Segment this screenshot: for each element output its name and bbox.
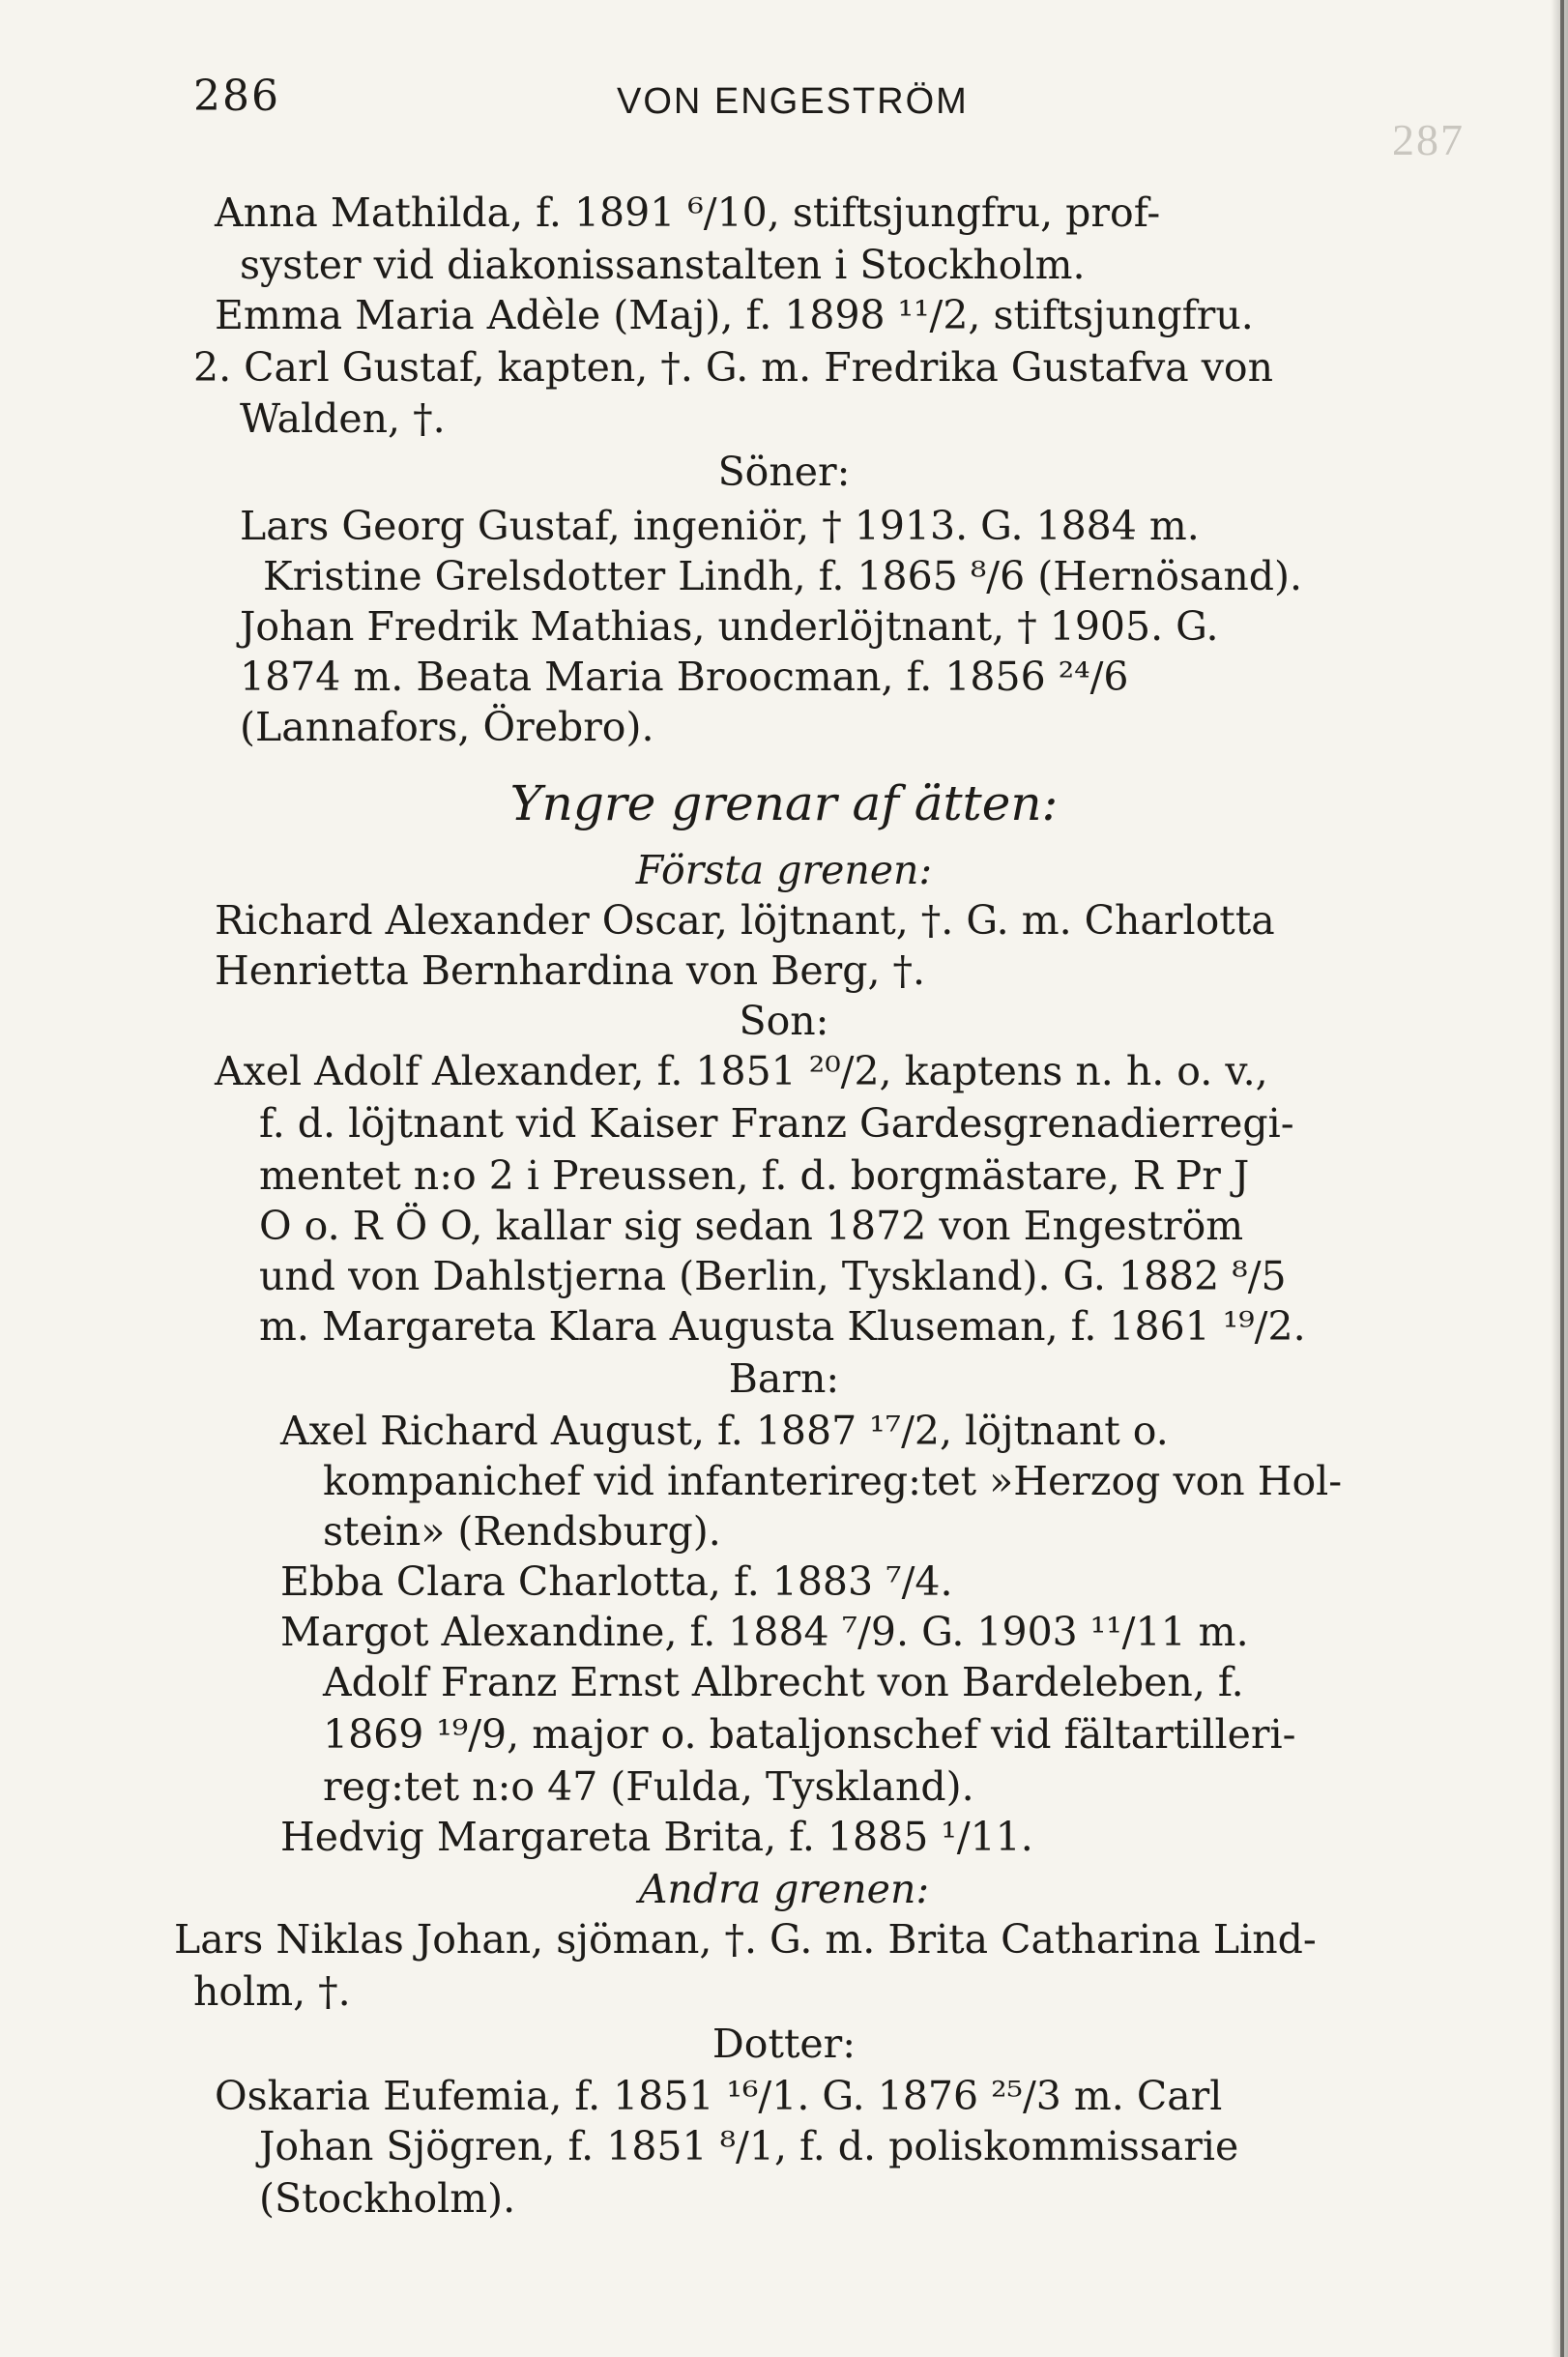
text-line: f. d. löjtnant vid Kaiser Franz Gardesgrenadierregi- [259, 1100, 1294, 1147]
text-line: Axel Adolf Alexander, f. 1851 ²⁰/2, kaptens n. h. o. v., [215, 1048, 1268, 1094]
text-line: reg:tet n:o 47 (Fulda, Tyskland). [323, 1763, 974, 1810]
section-label: Son: [739, 998, 829, 1044]
text-line: Johan Sjögren, f. 1851 ⁸/1, f. d. poliskommissarie [259, 2123, 1239, 2169]
section-label: Söner: [717, 449, 851, 495]
text-line: (Lannafors, Örebro). [240, 704, 654, 750]
text-line: kompanichef vid infanterireg:tet »Herzog von Hol- [323, 1458, 1343, 1504]
text-line: Walden, †. [240, 395, 446, 442]
text-line: 2. Carl Gustaf, kapten, †. G. m. Fredrika Gustafva von [193, 344, 1273, 391]
running-title: VON ENGESTRÖM [617, 81, 969, 122]
subsection-heading: Första grenen: [635, 847, 933, 893]
text-line: Kristine Grelsdotter Lindh, f. 1865 ⁸/6 (Hernösand). [263, 553, 1303, 599]
text-line: Lars Georg Gustaf, ingeniör, † 1913. G. 1884 m. [240, 503, 1200, 549]
section-label: Dotter: [711, 2021, 857, 2067]
text-line: Lars Niklas Johan, sjöman, †. G. m. Brita Catharina Lind- [174, 1916, 1317, 1963]
text-line: Richard Alexander Oscar, löjtnant, †. G. m. Charlotta [215, 897, 1275, 944]
text-line: Johan Fredrik Mathias, underlöjtnant, † 1905. G. [240, 603, 1219, 650]
text-line: Adolf Franz Ernst Albrecht von Bardeleben, f. [323, 1659, 1244, 1705]
subsection-heading: Andra grenen: [638, 1866, 930, 1912]
text-line: Emma Maria Adèle (Maj), f. 1898 ¹¹/2, stiftsjungfru. [215, 292, 1254, 338]
text-line: mentet n:o 2 i Preussen, f. d. borgmästare, R Pr J [259, 1152, 1250, 1199]
page-number: 286 [193, 72, 280, 121]
text-line: (Stockholm). [259, 2175, 516, 2222]
text-line: Margot Alexandine, f. 1884 ⁷/9. G. 1903 ¹¹/11 m. [280, 1609, 1249, 1655]
text-line: syster vid diakonissanstalten i Stockholm. [240, 242, 1086, 288]
page-edge [1560, 0, 1564, 2357]
text-line: holm, †. [193, 1968, 351, 2015]
page-edge-shadow [1551, 0, 1568, 2357]
text-line: Axel Richard August, f. 1887 ¹⁷/2, löjtnant o. [280, 1408, 1169, 1454]
text-line: m. Margareta Klara Augusta Kluseman, f. 1861 ¹⁹/2. [259, 1303, 1306, 1350]
text-line: 1874 m. Beata Maria Broocman, f. 1856 ²⁴/6 [240, 654, 1129, 700]
text-line: 1869 ¹⁹/9, major o. bataljonschef vid fältartilleri- [323, 1711, 1296, 1758]
text-line: Oskaria Eufemia, f. 1851 ¹⁶/1. G. 1876 ²⁵/3 m. Carl [215, 2073, 1223, 2119]
text-line: Henrietta Bernhardina von Berg, †. [215, 947, 926, 994]
bleed-through-text: 287 [1392, 115, 1465, 164]
text-line: stein» (Rendsburg). [323, 1508, 721, 1555]
text-line: Ebba Clara Charlotta, f. 1883 ⁷/4. [280, 1558, 953, 1605]
text-line: und von Dahlstjerna (Berlin, Tyskland). G. 1882 ⁸/5 [259, 1253, 1287, 1299]
text-line: Hedvig Margareta Brita, f. 1885 ¹/11. [280, 1814, 1033, 1860]
section-heading: Yngre grenar af ätten: [509, 775, 1059, 831]
section-label: Barn: [728, 1355, 840, 1402]
text-line: O o. R Ö O, kallar sig sedan 1872 von Engeström [259, 1203, 1244, 1249]
text-line: Anna Mathilda, f. 1891 ⁶/10, stiftsjungfru, prof- [215, 189, 1161, 236]
